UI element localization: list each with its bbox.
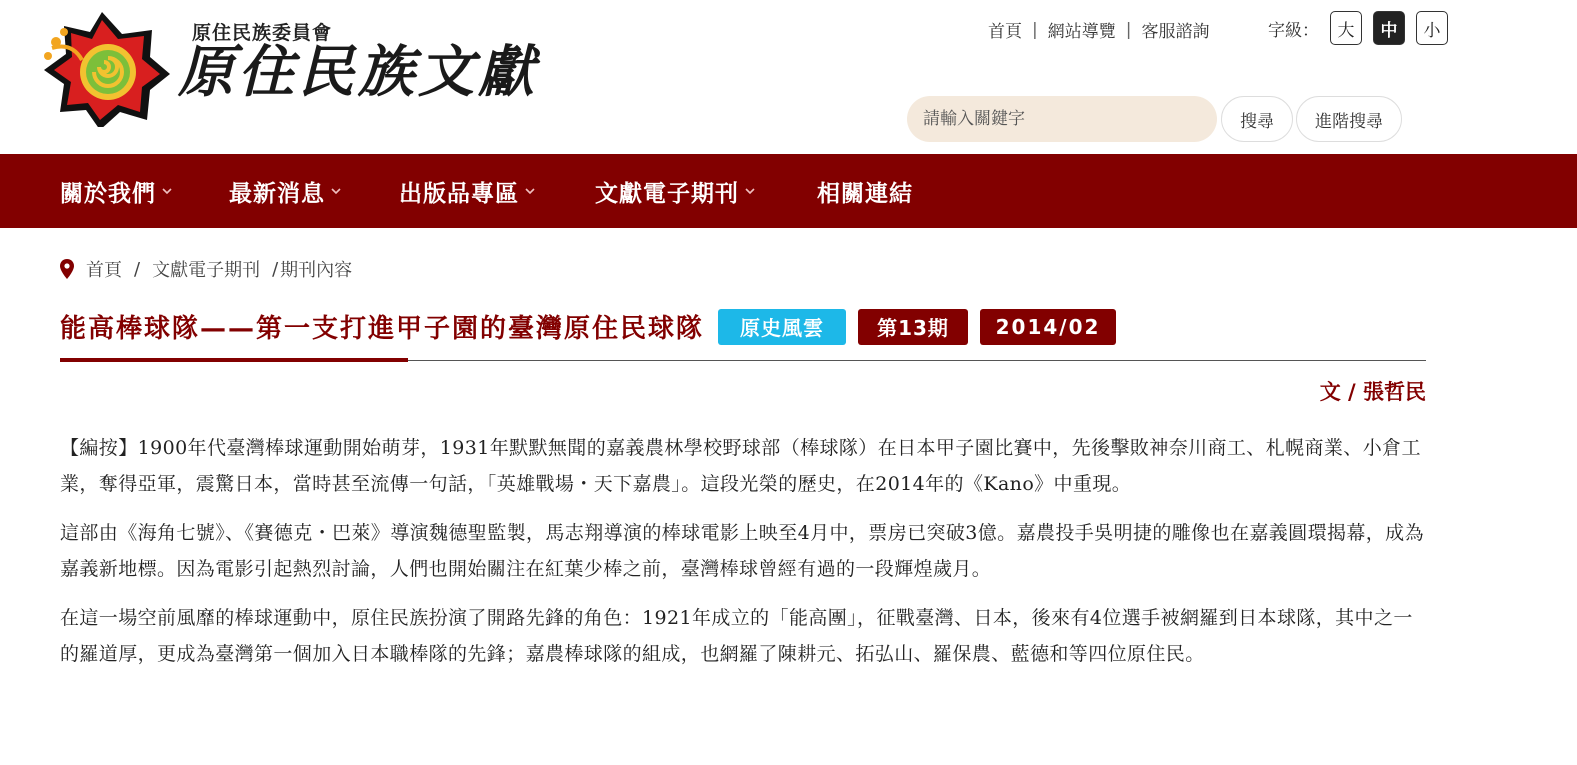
location-pin-icon xyxy=(60,259,74,279)
article-title-row xyxy=(60,308,1116,345)
nav-item-label: 出版品專區 xyxy=(399,180,519,207)
home-link[interactable]: 首頁 xyxy=(988,22,1022,42)
site-logo-icon[interactable] xyxy=(42,12,172,127)
font-size-switcher xyxy=(1268,11,1448,45)
category-badge[interactable]: 原史風雲 xyxy=(718,309,846,345)
breadcrumb-separator: / xyxy=(134,258,141,280)
article-paragraph: 在這一場空前風靡的棒球運動中，原住民族扮演了開路先鋒的角色：1921年成立的「能高團」，征戰臺灣、日本，後來有4位選手被網羅到日本球隊，其中之一的羅道厚，更成為臺灣第一個加入日本職棒隊的先鋒；嘉農棒球隊的組成，也網羅了陳耕元、拓弘山、羅保農、藍德和等四位原住民。 xyxy=(60,607,1413,665)
nav-item-publications[interactable] xyxy=(399,154,535,228)
article-title: 能高棒球隊——第一支打進甲子園的臺灣原住民球隊 xyxy=(60,314,705,344)
site-name[interactable]: 原住民族文獻 xyxy=(178,39,538,105)
divider: | xyxy=(1032,19,1038,40)
article-paragraph: 【編按】1900年代臺灣棒球運動開始萌芽，1931年默默無聞的嘉義農林學校野球部（棒球隊）在日本甲子園比賽中，先後擊敗神奈川商工、札幌商業、小倉工業，奪得亞軍，震驚日本，當時甚至流傳一句話，「英雄戰場・天下嘉農」。這段光榮的歷史，在2014年的《Kano》中重現。 xyxy=(60,437,1421,495)
sitemap-link[interactable]: 網站導覽 xyxy=(1047,22,1116,42)
breadcrumb-ejournal[interactable]: 文獻電子期刊 xyxy=(152,260,261,281)
nav-item-label: 最新消息 xyxy=(229,180,325,207)
nav-item-news[interactable] xyxy=(229,154,341,228)
breadcrumb-home[interactable]: 首頁 xyxy=(86,260,122,281)
chevron-down-icon xyxy=(525,186,535,196)
nav-item-ejournal[interactable] xyxy=(595,154,755,228)
nav-item-about[interactable] xyxy=(60,154,172,228)
main-nav xyxy=(0,154,1577,228)
chevron-down-icon xyxy=(331,186,341,196)
divider: | xyxy=(1125,19,1132,40)
breadcrumb-current: 期刊內容 xyxy=(280,260,353,281)
breadcrumb xyxy=(60,256,352,282)
title-divider-accent xyxy=(60,358,408,362)
advanced-search-button[interactable]: 進階搜尋 xyxy=(1296,96,1402,142)
date-badge[interactable]: 2014/02 xyxy=(980,309,1116,345)
font-size-large-button[interactable]: 大 xyxy=(1330,11,1362,45)
issue-badge[interactable]: 第13期 xyxy=(858,309,968,345)
font-size-medium-button[interactable]: 中 xyxy=(1373,11,1405,45)
customer-service-link[interactable]: 客服諮詢 xyxy=(1141,22,1210,42)
nav-item-label: 關於我們 xyxy=(60,180,156,207)
chevron-down-icon xyxy=(162,186,172,196)
nav-item-links[interactable] xyxy=(817,154,913,228)
search-button[interactable]: 搜尋 xyxy=(1221,96,1293,142)
search-input[interactable] xyxy=(907,96,1217,142)
nav-item-label: 相關連結 xyxy=(817,180,913,207)
font-size-label: 字級： xyxy=(1268,20,1319,41)
font-size-small-button[interactable]: 小 xyxy=(1416,11,1448,45)
article-paragraph: 這部由《海角七號》、《賽德克・巴萊》導演魏德聖監製，馬志翔導演的棒球電影上映至4月中，票房已突破3億。嘉農投手吳明捷的雕像也在嘉義圓環揭幕，成為嘉義新地標。因為電影引起熱烈討論，人們也開始關注在紅葉少棒之前，臺灣棒球曾經有過的一段輝煌歲月。 xyxy=(60,522,1424,580)
site-header xyxy=(0,0,1577,154)
article-body xyxy=(60,430,1426,685)
org-name: 原住民族委員會 xyxy=(192,22,333,44)
utility-links xyxy=(988,17,1209,42)
chevron-down-icon xyxy=(745,186,755,196)
nav-item-label: 文獻電子期刊 xyxy=(595,180,739,207)
breadcrumb-separator: / xyxy=(272,258,279,280)
article-author: 文 / 張哲民 xyxy=(1319,380,1426,404)
